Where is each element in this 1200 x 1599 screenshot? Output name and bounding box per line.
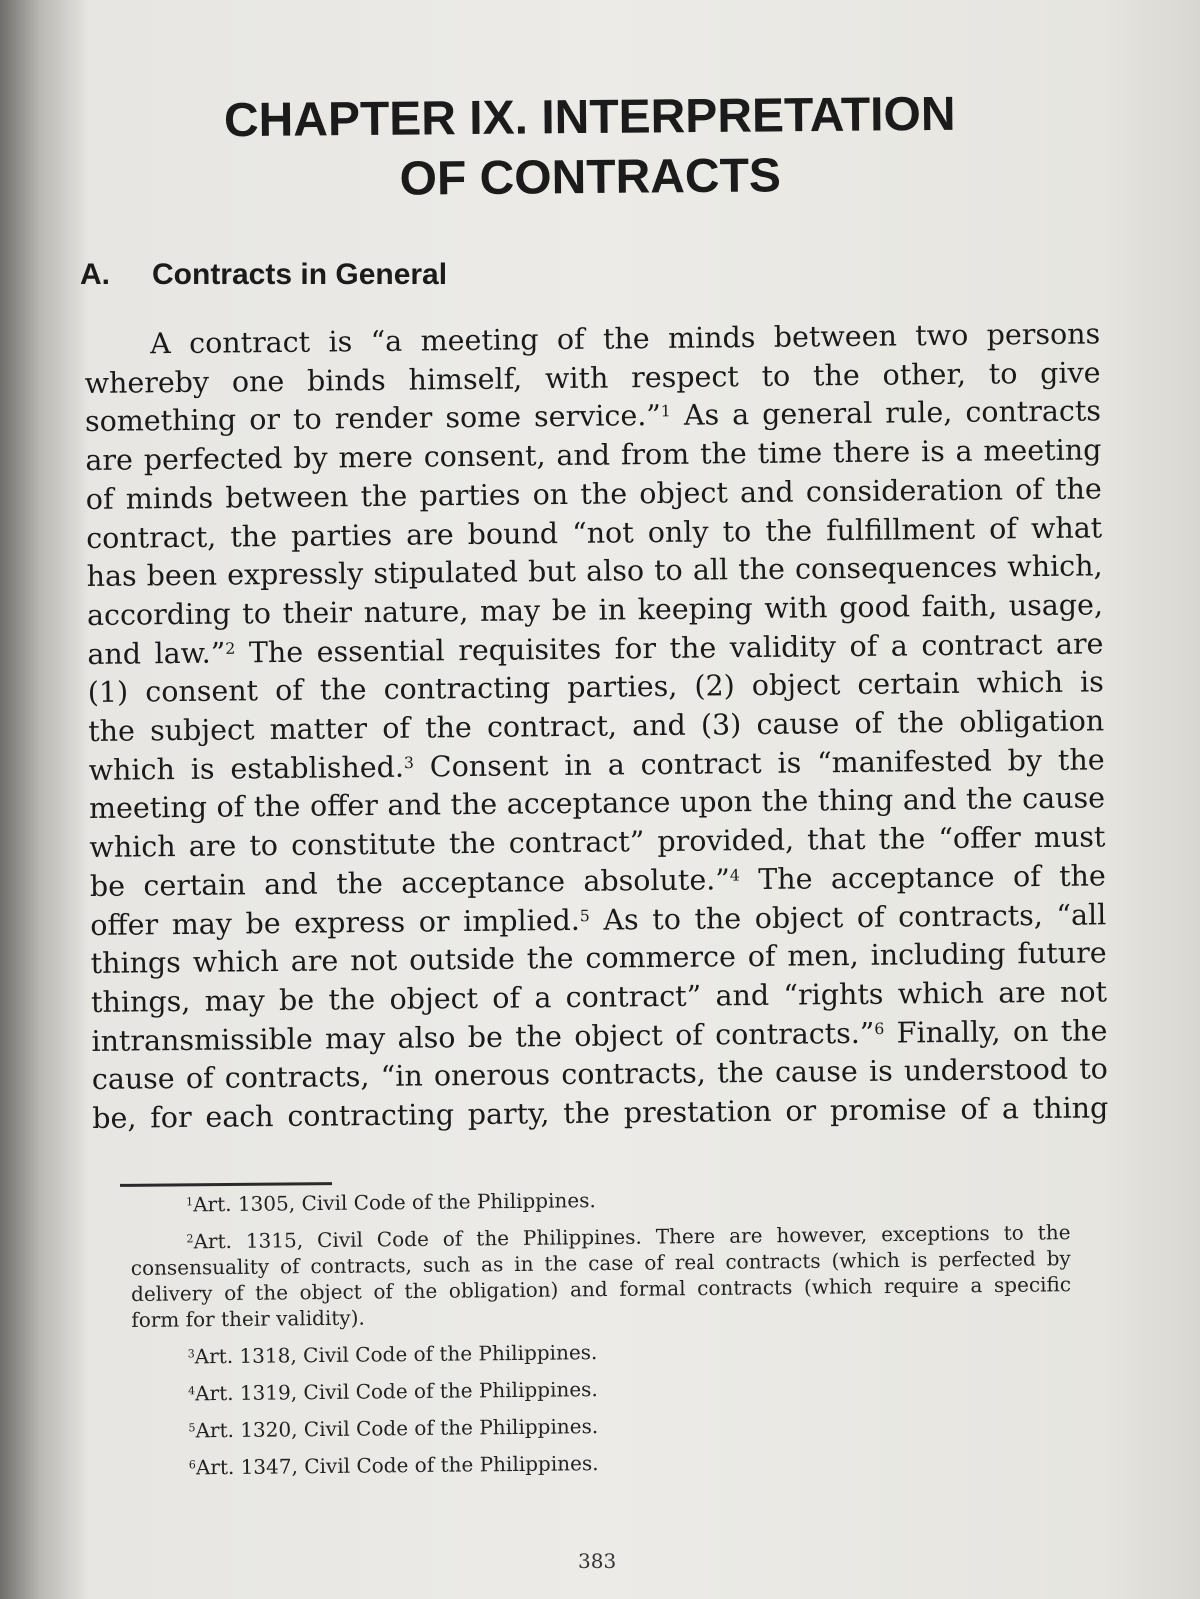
footnotes	[130, 1182, 1073, 1492]
body-line: which are to constitute the contract” provided, that the “offer must	[89, 820, 1106, 865]
footnote-4: $^4$Art. 1319, Civil Code of the Philippines.	[188, 1377, 598, 1406]
body-paragraph	[84, 315, 1108, 1138]
footnote-ref-6: 6	[874, 1018, 885, 1038]
footnote-ref-2: 2	[225, 638, 236, 658]
section-letter: A.	[80, 258, 110, 291]
body-line: the subject matter of the contract, and (3) cause of the obligation	[88, 704, 1105, 749]
footnote-6: $^6$Art. 1347, Civil Code of the Philippines.	[188, 1451, 599, 1480]
bleed-through-text	[120, 20, 1100, 58]
footnote-5: $^5$Art. 1320, Civil Code of the Philippines.	[188, 1414, 599, 1443]
body-line: according to their nature, may be in keeping with good faith, usage,	[86, 588, 1104, 632]
body-line: something or to render some service.”$^1$ As a general rule, contracts	[84, 394, 1102, 439]
body-line: be, for each contracting party, the prestation or promise of a thing	[92, 1091, 1109, 1136]
footnote-separator	[120, 1182, 332, 1187]
body-line: cause of contracts, “in onerous contracts, the cause is understood to	[91, 1052, 1109, 1097]
body-line: things which are not outside the commerce of men, including future	[90, 936, 1107, 981]
section-title: Contracts in General	[152, 258, 448, 291]
footnote-ref-5: 5	[579, 905, 590, 925]
body-line: offer may be express or implied.$^5$ As to the object of contracts, “all	[90, 897, 1107, 942]
page-number: 383	[578, 1549, 617, 1573]
footnote-2: $^2$Art. 1315, Civil Code of the Philippines. There are however, exceptions to the consensuality of contracts, such as in the case of real contracts (which is perfected by delivery of the object of the obligation) and formal contracts (which require a specific form for their validity).	[130, 1220, 1072, 1332]
body-line: of minds between the parties on the object and consideration of the	[85, 472, 1102, 516]
body-line: whereby one binds himself, with respect to the other, to give	[84, 356, 1101, 400]
chapter-title	[149, 84, 1030, 212]
chapter-title-line-2: OF CONTRACTS	[399, 149, 782, 206]
body-line: has been expressly stipulated but also to all the consequences which,	[86, 549, 1103, 594]
footnote-1: $^1$Art. 1305, Civil Code of the Philippines.	[186, 1188, 596, 1217]
section-heading	[80, 258, 447, 292]
body-line: contract, the parties are bound “not only to the fulfillment of what	[86, 510, 1103, 555]
body-line: things, may be the object of a contract” and “rights which are not	[90, 975, 1108, 1019]
body-line: intransmissible may also be the object of contracts.”$^6$ Finally, on the	[91, 1013, 1108, 1058]
body-line: which is established.$^3$ Consent in a contract is “manifested by the	[88, 743, 1105, 787]
body-line: be certain and the acceptance absolute.”$^4$ The acceptance of the	[89, 859, 1106, 903]
body-line: are perfected by mere consent, and from the time there is a meeting	[85, 433, 1102, 478]
footnote-ref-1: 1	[660, 401, 671, 421]
footnote-ref-4: 4	[729, 865, 740, 885]
body-line: and law.”$^2$ The essential requisites for the validity of a contract are	[87, 626, 1104, 671]
chapter-title-line-1: CHAPTER IX. INTERPRETATION	[223, 87, 956, 148]
body-line: A contract is “a meeting of the minds between two persons	[150, 317, 1101, 361]
body-line: (1) consent of the contracting parties, (2) object certain which is	[87, 665, 1104, 710]
footnote-ref-3: 3	[403, 752, 414, 772]
footnote-3: $^3$Art. 1318, Civil Code of the Philippines.	[187, 1340, 598, 1369]
body-line: meeting of the offer and the acceptance upon the thing and the cause	[88, 781, 1106, 826]
